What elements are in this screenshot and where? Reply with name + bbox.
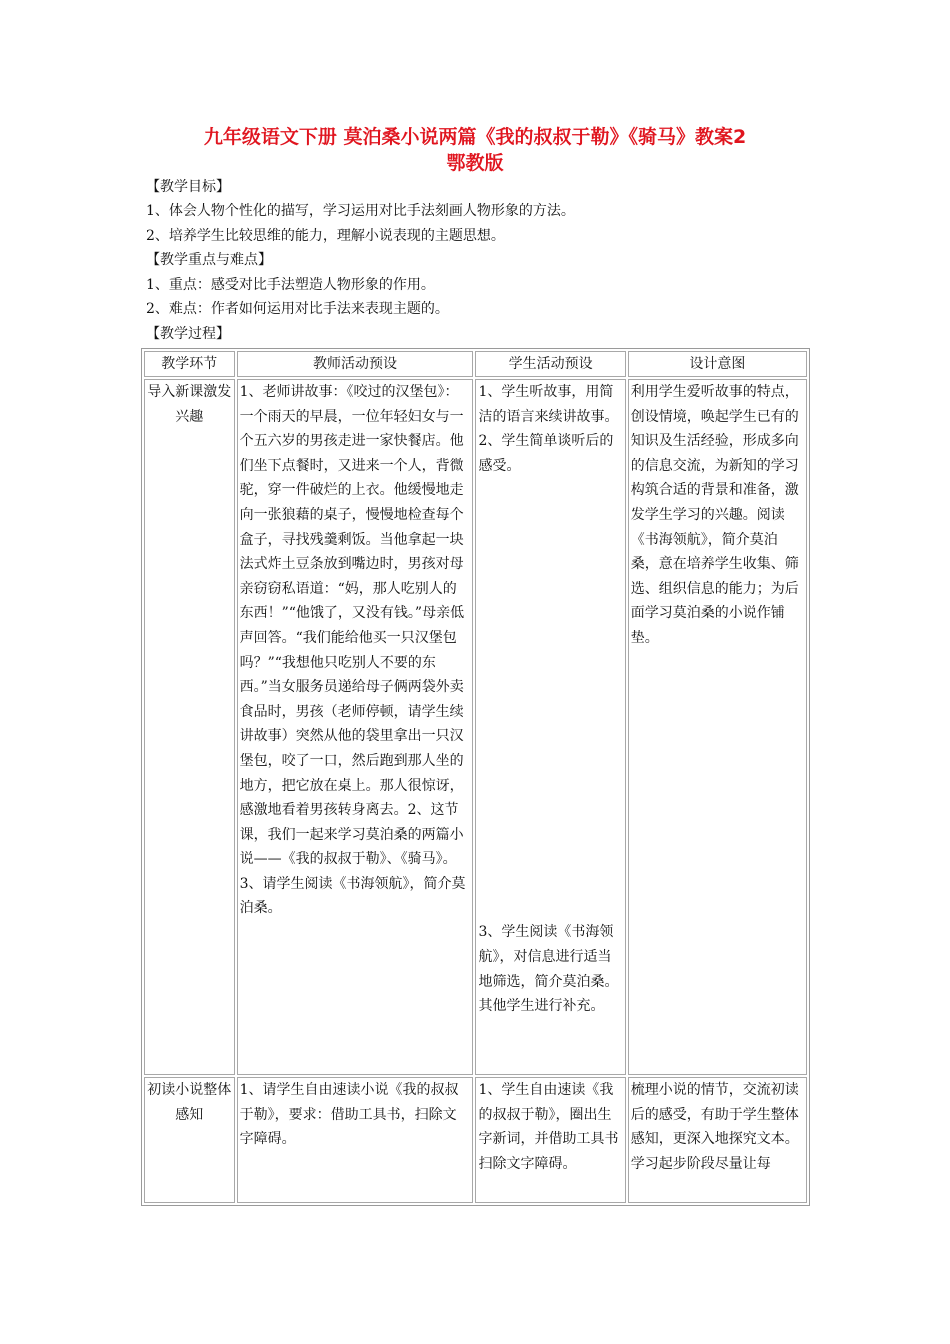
cell-spacer bbox=[478, 478, 622, 920]
table-header-row bbox=[144, 351, 807, 377]
keypoint-item: 1、重点：感受对比手法塑造人物形象的作用。 bbox=[146, 277, 435, 293]
header-student: 学生活动预设 bbox=[475, 351, 625, 377]
table-row bbox=[144, 379, 807, 1075]
intent-cell: 梳理小说的情节，交流初读后的感受，有助于学生整体感知，更深入地探究文本。学习起步阶段尽量让每 bbox=[628, 1077, 807, 1203]
keypoint-item: 2、难点：作者如何运用对比手法来表现主题的。 bbox=[146, 301, 449, 317]
header-stage: 教学环节 bbox=[144, 351, 235, 377]
title-line-1: 九年级语文下册 莫泊桑小说两篇《我的叔叔于勒》《骑马》教案2 bbox=[203, 126, 747, 148]
keypoints-heading: 【教学重点与难点】 bbox=[146, 252, 272, 268]
header-intent: 设计意图 bbox=[628, 351, 807, 377]
process-heading: 【教学过程】 bbox=[146, 326, 230, 342]
title-line-2: 鄂教版 bbox=[446, 152, 504, 174]
intent-cell: 利用学生爱听故事的特点，创设情境，唤起学生已有的知识及生活经验，形成多向的信息交流，为新知的学习构筑合适的背景和准备，激发学生学习的兴趣。阅读《书海领航》，简介莫泊桑，意在培养学生收集、筛选、组织信息的能力；为后面学习莫泊桑的小说作铺垫。 bbox=[628, 379, 807, 1075]
goal-item: 2、培养学生比较思维的能力，理解小说表现的主题思想。 bbox=[146, 228, 505, 244]
teacher-cell: 1、请学生自由速读小说《我的叔叔于勒》，要求：借助工具书，扫除文字障碍。 bbox=[237, 1077, 474, 1203]
student-activity-a: 1、学生听故事，用简洁的语言来续讲故事。2、学生简单谈听后的感受。 bbox=[478, 384, 619, 474]
header-teacher: 教师活动预设 bbox=[237, 351, 474, 377]
goal-item: 1、体会人物个性化的描写，学习运用对比手法刻画人物形象的方法。 bbox=[146, 203, 575, 219]
table-row bbox=[144, 1077, 807, 1203]
lesson-process-table bbox=[141, 348, 810, 1206]
stage-cell: 初读小说整体感知 bbox=[144, 1077, 235, 1203]
teacher-cell: 1、老师讲故事：《咬过的汉堡包》：一个雨天的早晨，一位年轻妇女与一个五六岁的男孩走进一家快餐店。他们坐下点餐时，又进来一个人，背微驼，穿一件破烂的上衣。他缓慢地走向一张狼藉的桌子，慢慢地检查每个盒子，寻找残羹剩饭。当他拿起一块法式炸土豆条放到嘴边时，男孩对母亲窃窃私语道：“妈，那人吃别人的东西！”“他饿了，又没有钱。”母亲低声回答。“我们能给他买一只汉堡包吗？”“我想他只吃别人不要的东西。”当女服务员递给母子俩两袋外卖食品时，男孩（老师停顿，请学生续讲故事）突然从他的袋里拿出一只汉堡包，咬了一口，然后跑到那人坐的地方，把它放在桌上。那人很惊讶，感激地看着男孩转身离去。2、这节课，我们一起来学习莫泊桑的两篇小说——《我的叔叔于勒》、《骑马》。3、请学生阅读《书海领航》，简介莫泊桑。 bbox=[237, 379, 474, 1075]
student-cell bbox=[475, 379, 625, 1075]
document-title bbox=[140, 124, 810, 176]
student-activity-b: 3、学生阅读《书海领航》，对信息进行适当地筛选，简介莫泊桑。其他学生进行补充。 bbox=[478, 924, 619, 1015]
student-cell: 1、学生自由速读《我的叔叔于勒》，圈出生字新词，并借助工具书扫除文字障碍。 bbox=[475, 1077, 625, 1203]
goals-heading: 【教学目标】 bbox=[146, 179, 230, 195]
stage-cell: 导入新课激发兴趣 bbox=[144, 379, 235, 1075]
